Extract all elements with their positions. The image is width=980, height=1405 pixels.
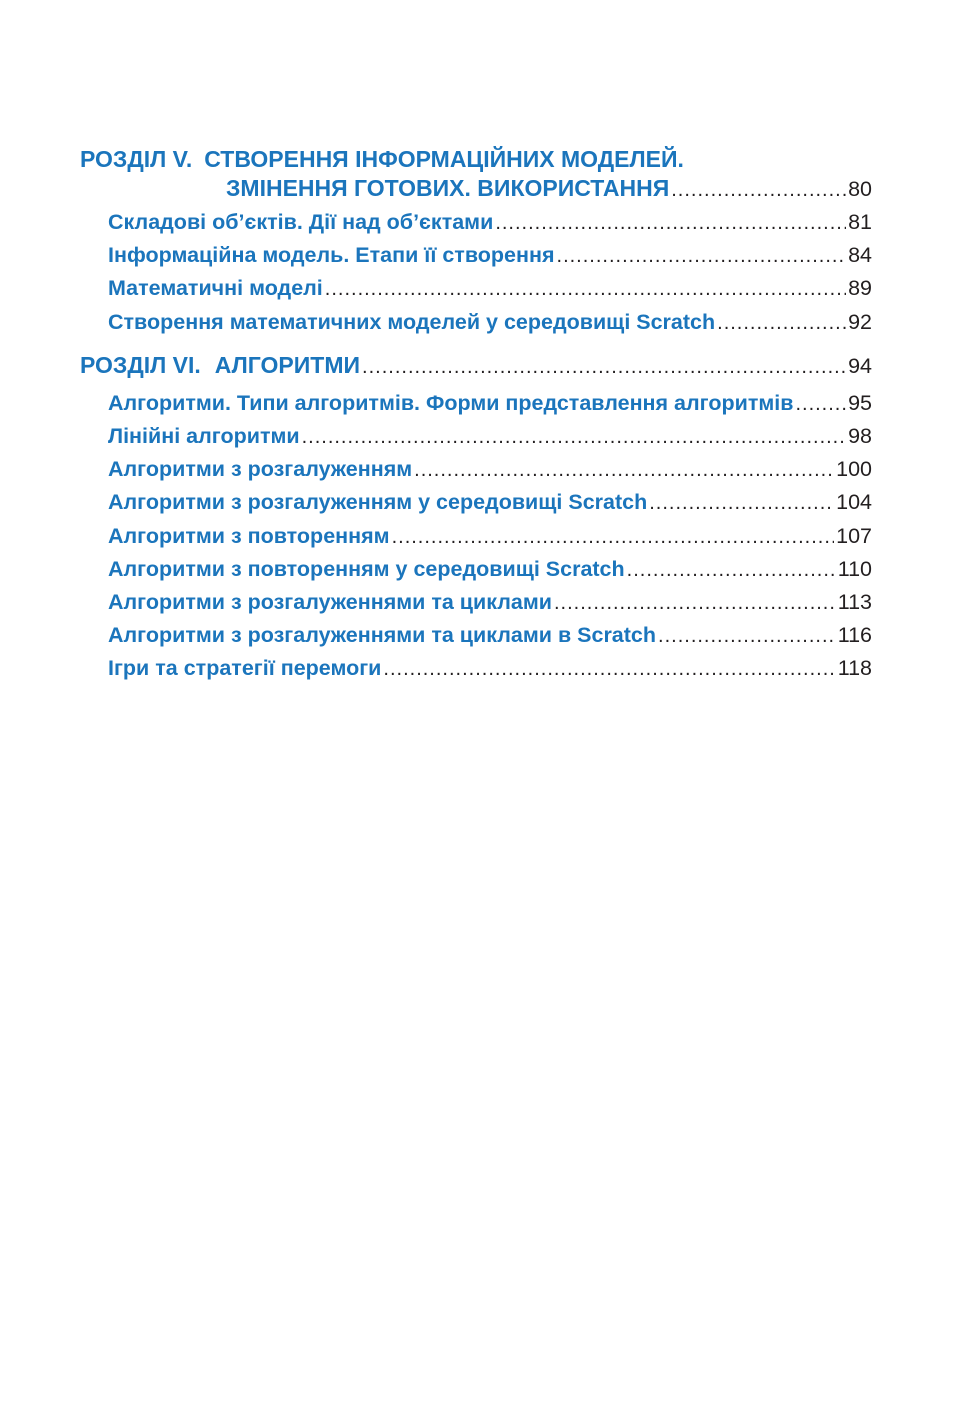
section-6-title: АЛГОРИТМИ <box>214 351 361 378</box>
toc-entry-page: 110 <box>837 556 872 581</box>
toc-entry-title: Складові об’єктів. Дії над об’єктами <box>108 210 494 234</box>
toc-entry-page: 116 <box>837 623 872 648</box>
toc-entry-title: Алгоритми з повторенням у середовищі Scratch <box>108 556 625 581</box>
leader-dots <box>671 179 846 202</box>
toc-entry-title: Інформаційна модель. Етапи її створення <box>108 243 555 268</box>
toc-entry-page: 104 <box>836 490 872 515</box>
toc-entry-title: Алгоритми. Типи алгоритмів. Форми представлення алгоритмів <box>108 390 794 415</box>
leader-dots <box>414 454 834 486</box>
leader-dots <box>649 487 834 519</box>
leader-dots <box>717 307 846 339</box>
toc-entry-title: Алгоритми з розгалуженнями та циклами в Scratch <box>108 623 657 648</box>
leader-dots <box>557 240 847 272</box>
leader-dots <box>302 421 846 453</box>
toc-entry-title: Ігри та стратегії перемоги <box>108 656 382 681</box>
toc-entry[interactable] <box>108 586 872 619</box>
toc-entry-page: 92 <box>848 309 872 334</box>
toc-entry-title: Математичні моделі <box>108 276 323 301</box>
toc-entry-page: 100 <box>836 457 872 482</box>
section-5-prefix: РОЗДІЛ V. <box>80 146 193 172</box>
section-6-page-number: 94 <box>848 353 872 378</box>
table-of-contents <box>80 143 872 686</box>
section-6-heading-text <box>80 349 360 381</box>
leader-dots <box>795 388 846 420</box>
toc-entry-page: 98 <box>848 424 872 449</box>
leader-dots <box>495 207 846 239</box>
toc-entry-page: 84 <box>848 243 872 268</box>
section-5-heading-line1 <box>80 143 872 175</box>
toc-entry-page: 113 <box>837 590 872 615</box>
toc-entry-page: 118 <box>837 656 872 681</box>
section-6-heading[interactable] <box>80 349 872 383</box>
section-5 <box>80 143 872 339</box>
section-6-prefix: РОЗДІЛ VI. <box>80 351 201 378</box>
section-5-title-line1: СТВОРЕННЯ ІНФОРМАЦІЙНИХ МОДЕЛЕЙ. <box>204 146 684 172</box>
leader-dots <box>392 521 835 553</box>
toc-entry[interactable] <box>108 553 872 586</box>
toc-entry-page: 107 <box>836 523 872 548</box>
leader-dots <box>658 620 836 652</box>
toc-entry-page: 95 <box>848 390 872 415</box>
toc-entry[interactable] <box>108 652 872 685</box>
toc-entry[interactable] <box>108 272 872 305</box>
toc-entry[interactable] <box>108 453 872 486</box>
toc-entry-title: Алгоритми з розгалуженнями та циклами <box>108 590 552 615</box>
toc-entry[interactable] <box>108 486 872 519</box>
toc-entry[interactable] <box>108 306 872 339</box>
toc-entry[interactable] <box>108 420 872 453</box>
leader-dots <box>383 653 835 685</box>
toc-entry-title: Лінійні алгоритми <box>108 424 300 449</box>
toc-entry-title: Алгоритми з розгалуженням <box>108 457 413 482</box>
toc-entry[interactable] <box>108 619 872 652</box>
toc-entry-title: Алгоритми з повторенням <box>108 523 390 548</box>
section-5-page-number: 80 <box>848 177 872 201</box>
toc-entry[interactable] <box>108 239 872 272</box>
toc-entry[interactable] <box>108 206 872 239</box>
leader-dots <box>554 587 836 619</box>
toc-entry-page: 81 <box>848 210 872 234</box>
section-6-items <box>80 387 872 686</box>
leader-dots <box>325 273 846 305</box>
leader-dots <box>362 351 846 383</box>
section-5-title-line2: ЗМІНЕННЯ ГОТОВИХ. ВИКОРИСТАННЯ <box>226 175 670 201</box>
section-5-items <box>80 206 872 339</box>
leader-dots <box>627 554 836 586</box>
toc-entry-title: Створення математичних моделей у середовищі Scratch <box>108 309 716 334</box>
toc-entry-page: 89 <box>848 276 872 301</box>
toc-entry-title: Алгоритми з розгалуженням у середовищі Scratch <box>108 490 648 515</box>
toc-entry[interactable] <box>108 520 872 553</box>
section-5-heading-line2[interactable] <box>226 175 872 202</box>
section-6 <box>80 349 872 686</box>
toc-entry[interactable] <box>108 387 872 420</box>
